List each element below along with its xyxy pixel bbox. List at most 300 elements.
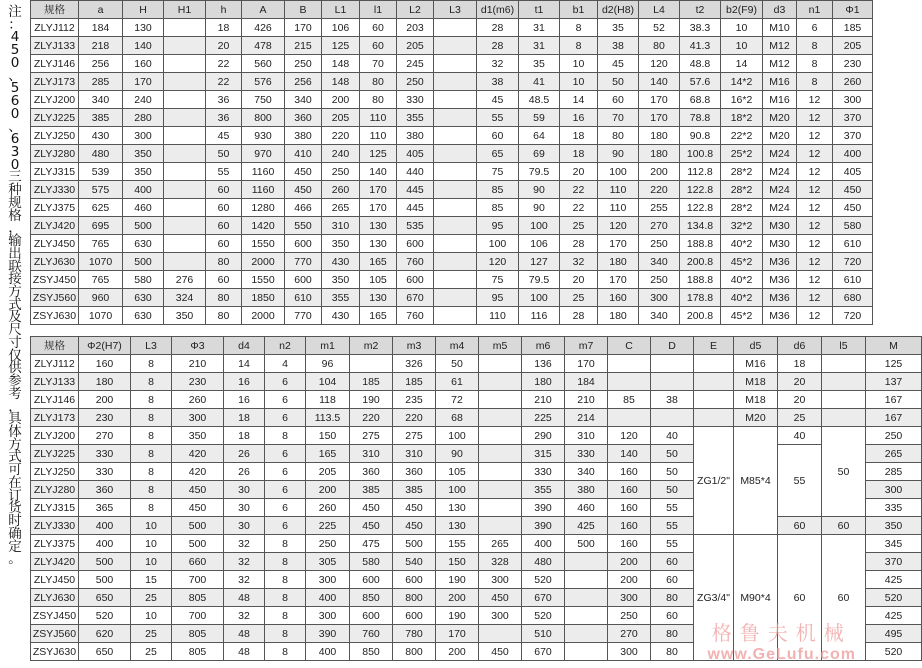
table-cell	[434, 271, 477, 289]
column-header: h	[206, 1, 242, 19]
note-char: 体	[8, 424, 22, 440]
table-cell: 15	[131, 571, 172, 589]
table-cell: 450	[172, 499, 224, 517]
table-cell	[164, 55, 206, 73]
table-cell: 36	[206, 91, 242, 109]
table-cell: 32	[224, 535, 265, 553]
table-row	[31, 127, 873, 145]
table-cell: 480	[79, 145, 123, 163]
table-cell: 32	[224, 571, 265, 589]
table-cell: 370	[833, 127, 873, 145]
table-cell: 6	[265, 373, 306, 391]
merged-cell: 55	[778, 445, 822, 517]
table-cell: 12	[797, 163, 833, 181]
table-row	[31, 235, 873, 253]
table-cell: 300	[479, 571, 522, 589]
table-cell: 670	[522, 589, 565, 607]
table-cell: 200	[79, 391, 131, 409]
table-cell: 535	[397, 217, 434, 235]
table-cell	[565, 625, 608, 643]
table-cell	[822, 373, 866, 391]
table-cell: 134.8	[680, 217, 721, 235]
table-cell: 355	[397, 109, 434, 127]
table-cell: 184	[565, 373, 608, 391]
column-header: Φ2(H7)	[79, 337, 131, 355]
table-cell: 110	[598, 199, 639, 217]
table-cell: 240	[123, 91, 164, 109]
table-cell	[565, 553, 608, 571]
table-cell: 580	[350, 553, 393, 571]
table-cell: 122.8	[680, 181, 721, 199]
table-cell: 2000	[242, 253, 285, 271]
table-cell: 330	[79, 463, 131, 481]
table-cell: 150	[436, 553, 479, 571]
table-cell: 330	[522, 463, 565, 481]
table-cell: 14	[560, 91, 598, 109]
table-cell: 68.8	[680, 91, 721, 109]
table-cell: 220	[350, 409, 393, 427]
table-cell	[164, 91, 206, 109]
table-cell: 100	[477, 235, 519, 253]
note-char: 供	[8, 360, 22, 377]
table-cell	[164, 19, 206, 37]
table-cell: 150	[306, 427, 350, 445]
table-cell: 255	[639, 199, 680, 217]
table-cell: 430	[322, 307, 360, 325]
table-cell: 200.8	[680, 253, 721, 271]
table-cell: 340	[639, 307, 680, 325]
table-cell: 22*2	[721, 127, 763, 145]
table-cell: 28	[477, 19, 519, 37]
table-cell: 12	[797, 109, 833, 127]
table-cell: 32	[224, 607, 265, 625]
table-cell: 41	[519, 73, 560, 91]
column-header: n2	[265, 337, 306, 355]
table-cell: 40	[778, 427, 822, 445]
table-cell: 350	[322, 235, 360, 253]
table-cell: 8	[265, 553, 306, 571]
table-cell: M30	[763, 235, 797, 253]
table-cell: 8	[131, 355, 172, 373]
column-header: L1	[322, 1, 360, 19]
table-cell: 60	[360, 37, 397, 55]
table-cell: 575	[79, 181, 123, 199]
table-cell: 520	[866, 589, 922, 607]
table-cell: 80	[639, 37, 680, 55]
table-cell: 850	[350, 589, 393, 607]
table-cell: 235	[393, 391, 436, 409]
table-cell: M16	[763, 73, 797, 91]
table-cell: 50	[651, 481, 694, 499]
table-cell: 205	[322, 109, 360, 127]
table-cell: 120	[608, 427, 651, 445]
table-cell: 600	[393, 607, 436, 625]
table-cell: 400	[306, 589, 350, 607]
table-cell: 600	[397, 271, 434, 289]
table-cell: 400	[79, 535, 131, 553]
table-cell: 560	[242, 55, 285, 73]
table-cell: 100	[519, 217, 560, 235]
table-cell: 300	[306, 607, 350, 625]
note-char: 及	[8, 309, 22, 326]
table-cell	[822, 409, 866, 427]
column-header: m1	[306, 337, 350, 355]
table-cell: 340	[639, 253, 680, 271]
table-cell: 178.8	[680, 289, 721, 307]
table-cell: 300	[608, 589, 651, 607]
table-cell: 28*2	[721, 181, 763, 199]
table-cell: 188.8	[680, 235, 721, 253]
note-char: 可	[8, 462, 22, 479]
table-row	[31, 253, 873, 271]
table-cell: 8	[797, 55, 833, 73]
table-cell: M24	[763, 181, 797, 199]
table-cell: 130	[123, 19, 164, 37]
note-char: 订	[8, 487, 22, 504]
table-cell: 167	[866, 409, 922, 427]
table-row	[31, 373, 922, 391]
table-cell: 576	[242, 73, 285, 91]
note-char: 在	[8, 474, 22, 491]
column-header: L4	[639, 1, 680, 19]
table-cell: 270	[639, 217, 680, 235]
table-cell: 210	[172, 355, 224, 373]
table-cell: 500	[565, 535, 608, 553]
table-cell: 50	[436, 355, 479, 373]
table-cell: 90	[519, 181, 560, 199]
note-char: 。	[8, 551, 22, 568]
table-cell: 350	[164, 307, 206, 325]
table-cell: 580	[123, 271, 164, 289]
table-cell: 610	[285, 289, 322, 307]
table-cell: 300	[833, 91, 873, 109]
table-cell: 6	[265, 409, 306, 427]
table-cell: 256	[285, 73, 322, 91]
column-header: d5	[734, 337, 778, 355]
table-cell: 330	[565, 445, 608, 463]
note-char: 寸	[8, 334, 22, 351]
table-cell: 100.8	[680, 145, 721, 163]
table-cell: 28*2	[721, 163, 763, 181]
column-header: t1	[519, 1, 560, 19]
table-cell: 10	[721, 37, 763, 55]
table-cell: 14*2	[721, 73, 763, 91]
table-cell: 700	[172, 571, 224, 589]
table-cell: 45	[477, 91, 519, 109]
table-cell: 8	[131, 373, 172, 391]
table-cell: 75	[477, 271, 519, 289]
table-cell: 350	[123, 145, 164, 163]
table-cell: 205	[397, 37, 434, 55]
table-cell: 340	[79, 91, 123, 109]
table-cell: 170	[639, 91, 680, 109]
table-cell: 8	[265, 643, 306, 661]
table-cell: 720	[833, 307, 873, 325]
dimension-table-2	[30, 336, 922, 661]
table-cell: 190	[350, 391, 393, 409]
table-cell: 205	[306, 463, 350, 481]
table-cell	[479, 499, 522, 517]
column-header: m5	[479, 337, 522, 355]
table-cell	[434, 199, 477, 217]
table-cell	[694, 373, 734, 391]
table-row	[31, 445, 922, 463]
table-cell: 1550	[242, 235, 285, 253]
table-cell: 230	[833, 55, 873, 73]
table-cell: 16	[224, 373, 265, 391]
table-cell: 122.8	[680, 199, 721, 217]
table-cell: 780	[393, 625, 436, 643]
table-cell	[479, 463, 522, 481]
table-cell: 478	[242, 37, 285, 55]
table-cell: 165	[360, 253, 397, 271]
table-cell: 130	[436, 517, 479, 535]
table-cell: 70	[360, 55, 397, 73]
table-cell: 695	[79, 217, 123, 235]
column-header: L3	[131, 337, 172, 355]
table-cell: 240	[322, 145, 360, 163]
table-cell: 180	[598, 307, 639, 325]
table-cell: 190	[436, 607, 479, 625]
table-cell: 8	[131, 391, 172, 409]
table-row	[31, 145, 873, 163]
table-cell: 4	[265, 355, 306, 373]
table-cell: 600	[350, 607, 393, 625]
table-cell	[479, 445, 522, 463]
note-char: 式	[8, 449, 22, 466]
table-cell: 660	[172, 553, 224, 571]
table-cell: 22	[206, 55, 242, 73]
dimension-table-1	[30, 0, 873, 325]
table-cell: 350	[866, 517, 922, 535]
table-cell: 360	[393, 463, 436, 481]
table-cell: M36	[763, 271, 797, 289]
table-cell: ZLYJ225	[31, 445, 79, 463]
table-cell	[434, 55, 477, 73]
table-cell: 410	[285, 145, 322, 163]
table-cell: 148	[322, 73, 360, 91]
table-cell: 160	[608, 535, 651, 553]
table-cell	[164, 163, 206, 181]
table-cell: 200	[436, 643, 479, 661]
table-cell: 8	[131, 481, 172, 499]
table-cell: 18	[206, 19, 242, 37]
table-cell: 220	[639, 181, 680, 199]
table-cell	[651, 409, 694, 427]
spec-tables	[30, 0, 903, 668]
table-cell: 25	[778, 409, 822, 427]
table-cell: 500	[172, 535, 224, 553]
table-cell: 95	[477, 217, 519, 235]
table-cell	[434, 19, 477, 37]
table-cell	[164, 181, 206, 199]
column-header: l1	[360, 1, 397, 19]
column-header: E	[694, 337, 734, 355]
table-cell: ZLYJ375	[31, 199, 79, 217]
table-cell: 250	[639, 235, 680, 253]
table-cell	[479, 373, 522, 391]
table-cell: 12	[797, 217, 833, 235]
table-cell: 190	[436, 571, 479, 589]
column-header: m6	[522, 337, 565, 355]
table-cell: 18	[560, 145, 598, 163]
table-cell: 60	[822, 517, 866, 535]
table-cell: 250	[306, 535, 350, 553]
note-char: 注	[8, 4, 22, 20]
table-cell: 20	[778, 391, 822, 409]
table-cell: 850	[350, 643, 393, 661]
column-header: m7	[565, 337, 608, 355]
table-cell	[694, 355, 734, 373]
table-cell: 10	[131, 517, 172, 535]
table-cell	[822, 355, 866, 373]
watermark-line2: www.GeLufu.com	[707, 646, 856, 663]
table-cell: 60	[360, 19, 397, 37]
table-cell: 1160	[242, 163, 285, 181]
table-cell: 90	[598, 145, 639, 163]
table-cell: 60	[778, 517, 822, 535]
table-cell: 48	[224, 625, 265, 643]
table-cell: 60	[477, 127, 519, 145]
table-cell: 425	[565, 517, 608, 535]
table-cell: 285	[866, 463, 922, 481]
table-cell	[434, 109, 477, 127]
table-cell: 14	[224, 355, 265, 373]
table-cell: 800	[242, 109, 285, 127]
table-cell: 10	[131, 607, 172, 625]
table-cell: 250	[397, 73, 434, 91]
table-cell: 215	[285, 37, 322, 55]
table-cell: 500	[123, 217, 164, 235]
table-cell: 40	[651, 427, 694, 445]
table-cell: 270	[608, 625, 651, 643]
table-cell: 60	[206, 217, 242, 235]
table-cell: 460	[123, 199, 164, 217]
table-row	[31, 199, 873, 217]
table-cell: 760	[397, 253, 434, 271]
note-char: 6	[10, 131, 20, 148]
table-cell: 720	[833, 253, 873, 271]
table-cell: ZLYJ112	[31, 19, 79, 37]
table-cell: 125	[360, 145, 397, 163]
note-char: 输	[8, 233, 22, 250]
table-cell	[434, 91, 477, 109]
table-cell: 48.5	[519, 91, 560, 109]
table-cell	[164, 145, 206, 163]
table-cell: 280	[123, 109, 164, 127]
column-header: n1	[797, 1, 833, 19]
table-cell	[434, 127, 477, 145]
table-cell: M30	[763, 217, 797, 235]
merged-cell: ZG1/2"	[694, 427, 734, 535]
table-cell: 760	[397, 307, 434, 325]
table-cell: 90	[519, 199, 560, 217]
column-header: B	[285, 1, 322, 19]
table-cell	[434, 289, 477, 307]
table-cell	[164, 37, 206, 55]
table-cell: ZSYJ630	[31, 307, 79, 325]
table-cell: 10	[131, 553, 172, 571]
column-header: b1	[560, 1, 598, 19]
table-cell: 80	[651, 589, 694, 607]
table-cell: 200	[639, 163, 680, 181]
column-header: C	[608, 337, 651, 355]
table-cell: 130	[360, 217, 397, 235]
table-cell: 125	[322, 37, 360, 55]
table-cell: 450	[350, 517, 393, 535]
table-cell: 50	[598, 73, 639, 91]
table-cell: ZLYJ146	[31, 55, 79, 73]
merged-cell: 60	[778, 535, 822, 661]
table-cell: 40*2	[721, 271, 763, 289]
note-char: 4	[10, 29, 20, 46]
table-cell: 8	[131, 409, 172, 427]
table-cell	[479, 625, 522, 643]
table-cell: 8	[265, 427, 306, 445]
table-cell: ZLYJ450	[31, 235, 79, 253]
table-cell: 328	[479, 553, 522, 571]
table-cell: 1420	[242, 217, 285, 235]
table-cell: 61	[436, 373, 479, 391]
table-cell: 1850	[242, 289, 285, 307]
table-cell: 64	[519, 127, 560, 145]
table-cell: 380	[565, 481, 608, 499]
table-cell: 370	[833, 109, 873, 127]
column-header: a	[79, 1, 123, 19]
table-cell: ZLYJ146	[31, 391, 79, 409]
table-cell: 600	[285, 271, 322, 289]
table-cell: 520	[866, 643, 922, 661]
merged-cell: 50	[822, 427, 866, 517]
table-cell: 32	[224, 553, 265, 571]
table-cell: 12	[797, 199, 833, 217]
table-cell: 310	[565, 427, 608, 445]
table-cell: 385	[350, 481, 393, 499]
table-cell: 28	[477, 37, 519, 55]
table-row	[31, 409, 922, 427]
table-cell: 1550	[242, 271, 285, 289]
table-cell: 345	[866, 535, 922, 553]
table-row	[31, 73, 873, 91]
table-cell: 300	[306, 571, 350, 589]
table-cell: 390	[306, 625, 350, 643]
table-cell: M12	[763, 55, 797, 73]
table-cell: 765	[79, 235, 123, 253]
column-header: Φ3	[172, 337, 224, 355]
table-cell: 520	[79, 607, 131, 625]
table-cell: 770	[285, 307, 322, 325]
column-header: L2	[397, 1, 434, 19]
table-cell: 218	[79, 37, 123, 55]
table-cell: 390	[522, 517, 565, 535]
table-cell: ZLYJ200	[31, 91, 79, 109]
table-cell: M36	[763, 289, 797, 307]
table-cell: 60	[598, 91, 639, 109]
table-cell: 800	[393, 589, 436, 607]
table-cell: M24	[763, 163, 797, 181]
table-cell: 290	[522, 427, 565, 445]
table-cell: 260	[306, 499, 350, 517]
table-row	[31, 517, 922, 535]
table-cell	[565, 571, 608, 589]
table-cell: 315	[522, 445, 565, 463]
merged-cell: M90*4	[734, 535, 778, 661]
table-cell: 365	[79, 499, 131, 517]
table-cell: 300	[608, 643, 651, 661]
table-cell: 28	[560, 235, 598, 253]
table-cell: 16*2	[721, 91, 763, 109]
table-cell: 760	[350, 625, 393, 643]
